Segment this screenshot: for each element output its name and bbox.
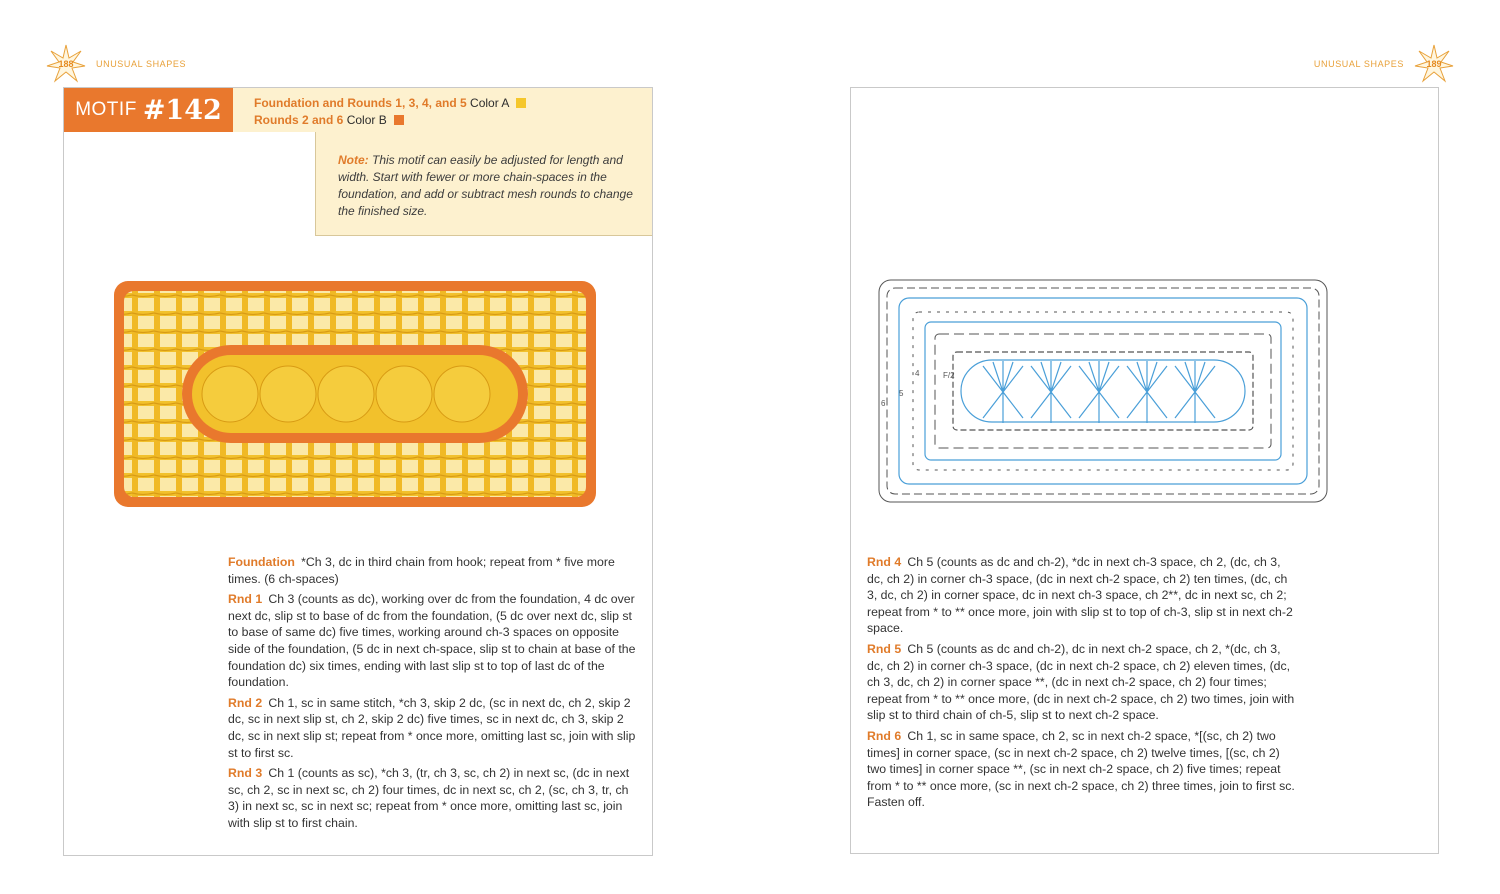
color-key-row-b — [254, 112, 652, 129]
instruction-text: Ch 1 (counts as sc), *ch 3, (tr, ch 3, sc, ch 2) in next sc, (dc in next sc, ch 2, sc in next sc, ch 2) four times, dc in next sc, ch 2, (sc, ch 3, tr, ch 3) in next sc, sc in next sc; repeat from * once more, omitting last sc, join with slip st to first chain. — [228, 766, 630, 830]
instruction-text: Ch 3 (counts as dc), working over dc from the foundation, 4 dc over next dc, slip st to base of dc from the foundation, (5 dc over next dc, slip st to base of same dc) five times, working around ch-3 spaces on opposite side of the foundation, (5 dc in next ch-space, slip st to chain at base of the foundation dc) six times, ending with last slip st to top of last dc of the foundation. — [228, 592, 636, 690]
instruction-text: Ch 1, sc in same stitch, *ch 3, skip 2 dc, (sc in next dc, ch 2, skip 2 dc, sc in next slip st, ch 2, skip 2 dc) five times, sc in next dc, ch 3, skip 2 dc, sc in next slip st; repeat from * once more, omitting last sc, join with slip st to first sc. — [228, 695, 636, 760]
color-b-rounds: Rounds 2 and 6 — [254, 113, 344, 127]
color-key-row-a — [254, 95, 652, 112]
page-number-right: 189 — [1426, 59, 1442, 69]
instruction-paragraph — [867, 554, 1297, 637]
instruction-paragraph — [867, 641, 1297, 724]
running-head-left — [46, 44, 186, 84]
instruction-round-label: Foundation — [228, 555, 295, 569]
instruction-round-label: Rnd 1 — [228, 592, 263, 607]
page-star-icon — [46, 44, 86, 84]
stitch-diagram — [873, 276, 1333, 506]
color-a-rounds: Foundation and Rounds 1, 3, 4, and 5 — [254, 96, 467, 110]
note-box — [315, 132, 652, 236]
instruction-text: *Ch 3, dc in third chain from hook; repeat from * five more times. (6 ch-spaces) — [228, 555, 615, 586]
motif-label: MOTIF — [75, 99, 137, 120]
page-star-icon — [1414, 44, 1454, 84]
color-b-swatch — [394, 115, 404, 125]
instruction-paragraph — [228, 591, 638, 691]
instruction-paragraph — [228, 554, 638, 587]
note-text: This motif can easily be adjusted for length and width. Start with fewer or more chain-spaces in the foundation, and add or subtract mesh rounds to change the finished size. — [338, 153, 633, 218]
motif-title — [64, 88, 233, 132]
note-label: Note: — [338, 153, 369, 167]
color-a-name: Color A — [470, 96, 509, 110]
instruction-round-label: Rnd 4 — [867, 555, 902, 569]
right-page-panel — [850, 87, 1439, 854]
instruction-text: Ch 5 (counts as dc and ch-2), dc in next ch-2 space, ch 2, *(dc, ch 3, dc, ch 2) in corner ch-3 space, (dc in next ch-2 space, ch 2) eleven times, (dc, ch 3, dc, ch 2) in corner space **, (dc in next ch-2 space, ch 2) four times; repeat from * to ** once more, (dc in next ch-2 space, ch 2) two times, join with slip st to third chain of ch-5, slip st to next ch-2 space. — [867, 641, 1295, 723]
page-number-left: 188 — [58, 59, 74, 69]
instruction-text: Ch 1, sc in same space, ch 2, sc in next ch-2 space, *[(sc, ch 2) two times] in corner space, (sc in next ch-2 space, ch 2) twelve times, [(sc, ch 2) two times] in corner space **, (sc in next ch-2 space, ch 2) five times; repeat from * to ** once more, (sc in next ch-2 space, ch 2) three times, join to first sc. Fasten off. — [867, 728, 1295, 810]
diagram-label-round-5: 5 — [899, 389, 904, 398]
instruction-text: Ch 5 (counts as dc and ch-2), *dc in next ch-3 space, ch 2, (dc, ch 3, dc, ch 2) in corner ch-3 space, (dc in next ch-2 space, ch 2) ten times, (dc, ch 3, dc, ch 2) in corner space, dc in next ch-3 space, ch 2**, dc in next sc, ch 2; repeat from * to ** once more, join with slip st to top of ch-3, slip st in next ch-2 space. — [867, 555, 1293, 636]
running-head-right — [1314, 44, 1454, 84]
diagram-label-round-6: 6 — [881, 399, 886, 408]
color-key — [233, 88, 652, 132]
crochet-swatch-photo — [110, 275, 600, 515]
instruction-paragraph — [228, 695, 638, 761]
left-page-panel — [63, 87, 653, 856]
instruction-paragraph — [228, 765, 638, 831]
instruction-round-label: Rnd 3 — [228, 766, 263, 781]
instruction-round-label: Rnd 2 — [228, 695, 263, 710]
diagram-label-foundation: F/2 — [943, 371, 955, 380]
instruction-paragraph — [867, 728, 1297, 811]
instruction-round-label: Rnd 6 — [867, 728, 902, 743]
diagram-label-round-4: 4 — [915, 369, 920, 378]
color-b-name: Color B — [346, 113, 387, 127]
instructions-left — [228, 554, 638, 836]
section-label-left: UNUSUAL SHAPES — [96, 59, 187, 69]
motif-number: #142 — [142, 94, 222, 126]
color-a-swatch — [516, 98, 526, 108]
section-label-right: UNUSUAL SHAPES — [1313, 59, 1404, 69]
instructions-right — [867, 554, 1297, 815]
instruction-round-label: Rnd 5 — [867, 641, 902, 656]
